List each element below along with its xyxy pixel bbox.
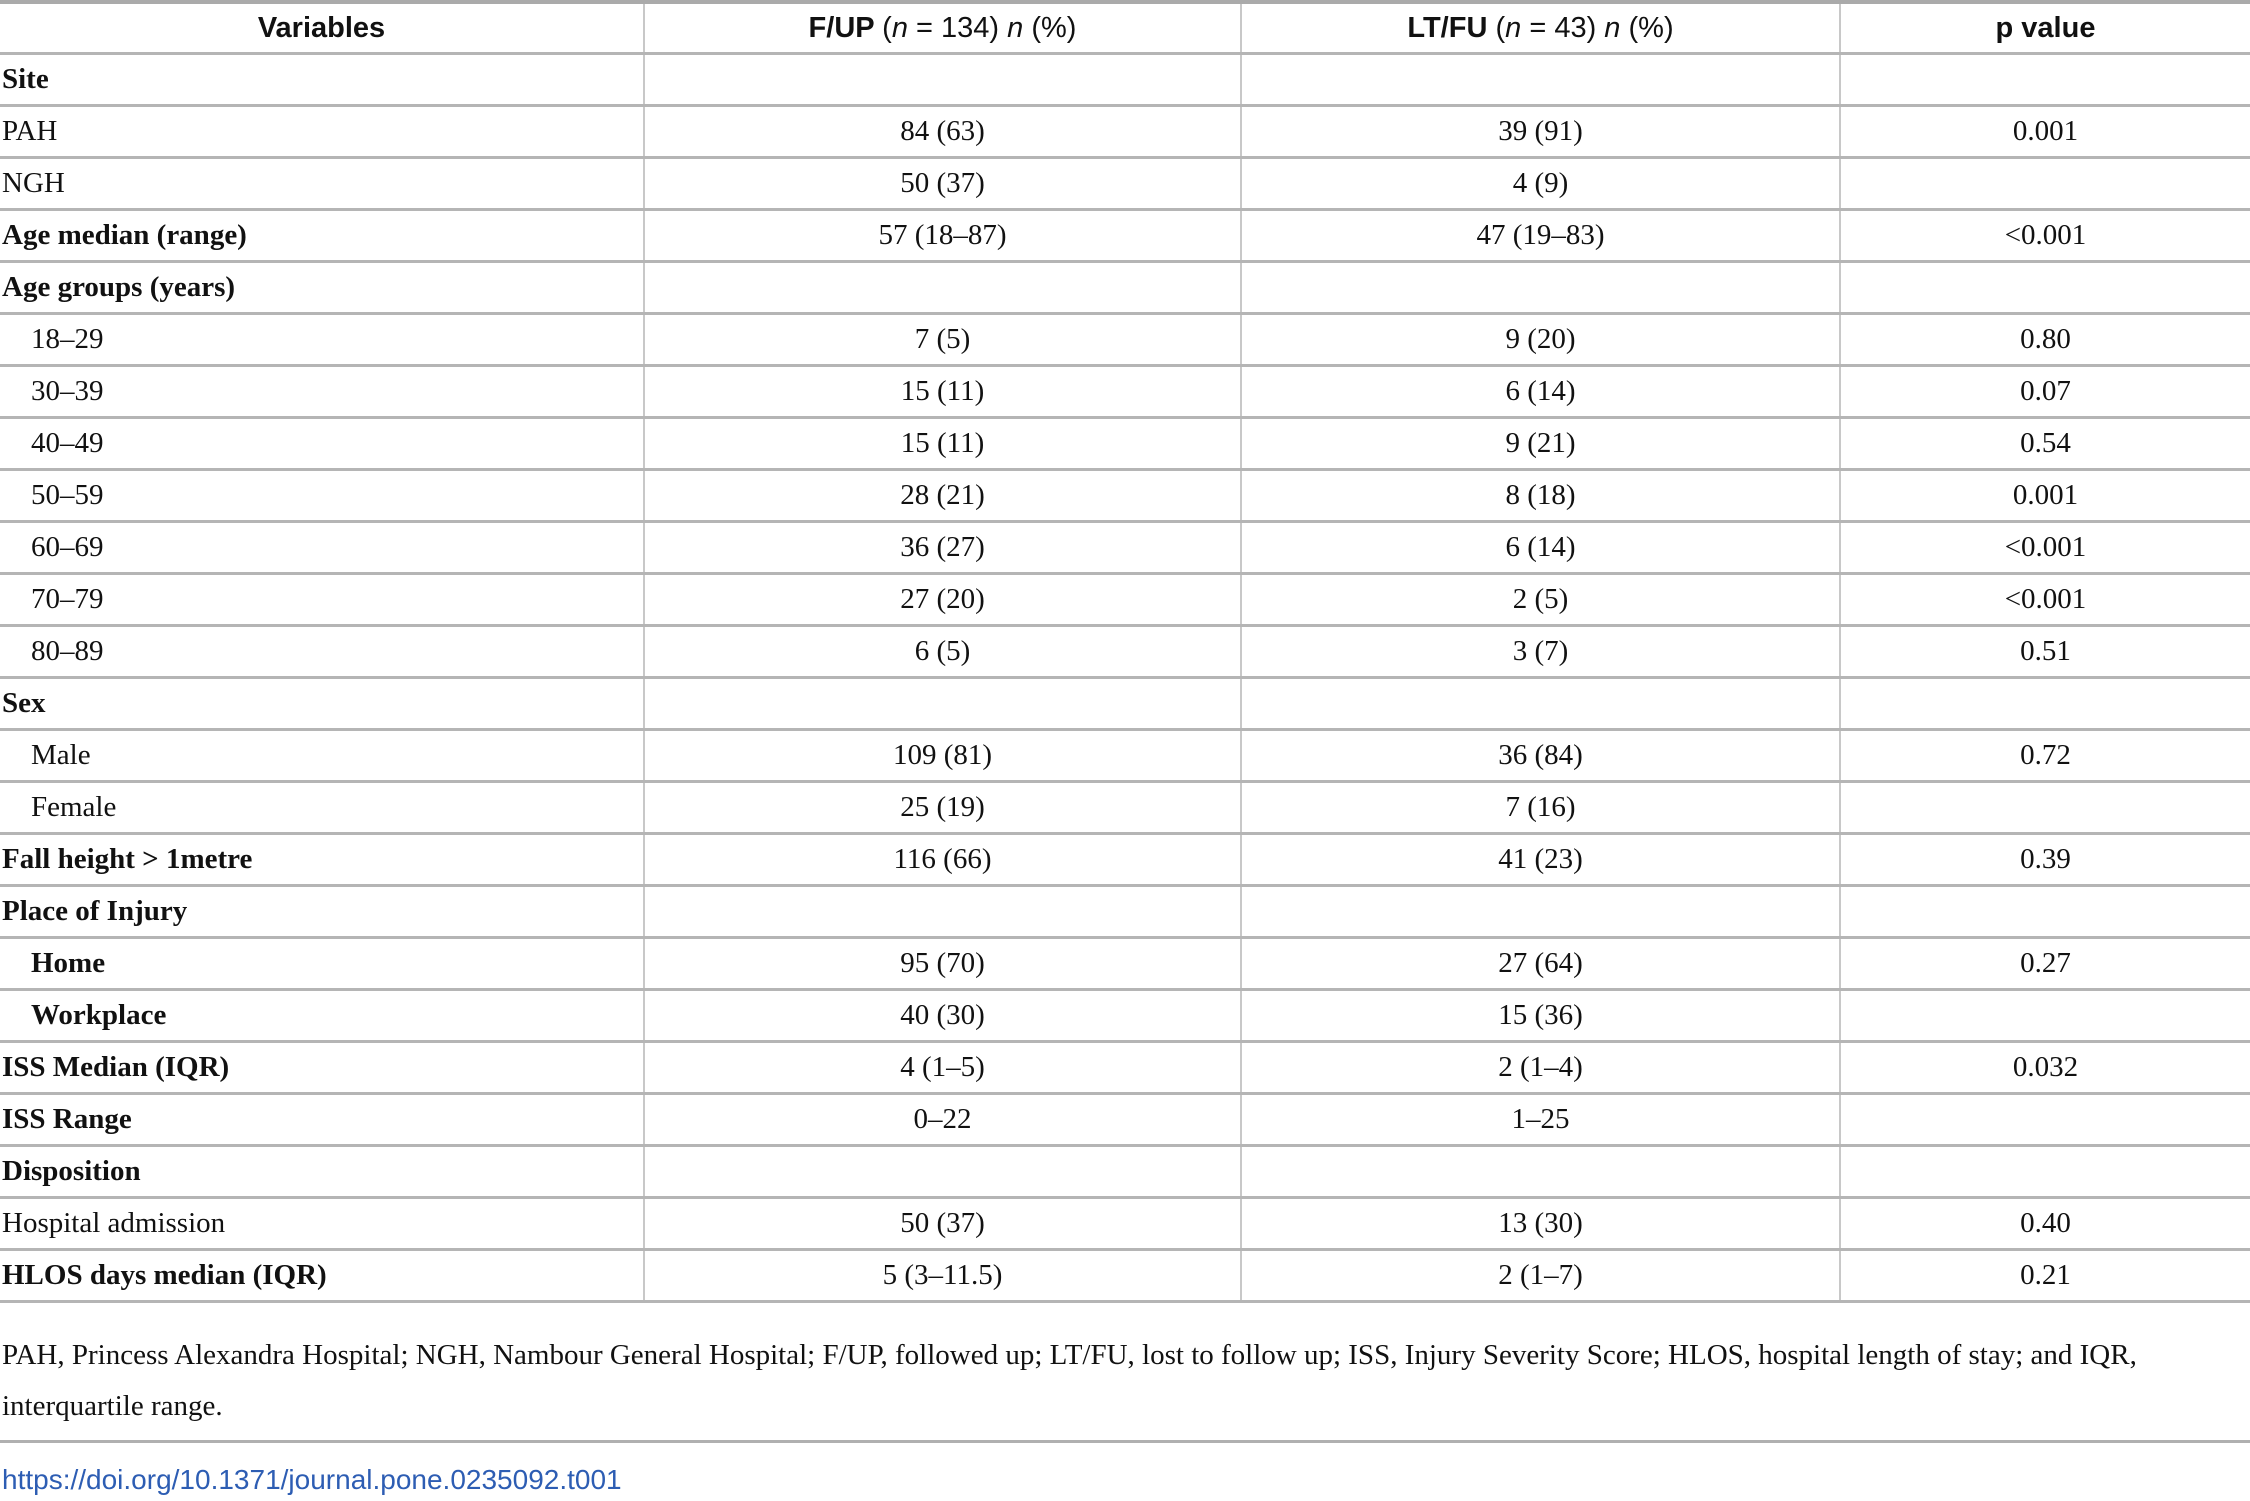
table-row xyxy=(0,886,2250,938)
p-value-cell: 0.51 xyxy=(1840,626,2250,678)
fup-cell: 109 (81) xyxy=(644,730,1241,782)
fup-cell: 0–22 xyxy=(644,1094,1241,1146)
table-row xyxy=(0,990,2250,1042)
p-value-cell: 0.40 xyxy=(1840,1198,2250,1250)
p-value-cell: 0.001 xyxy=(1840,106,2250,158)
fup-cell: 5 (3–11.5) xyxy=(644,1250,1241,1302)
fup-cell xyxy=(644,262,1241,314)
row-label: 50–59 xyxy=(0,470,644,522)
ltfu-cell xyxy=(1241,262,1840,314)
p-value-cell xyxy=(1840,54,2250,106)
p-value-cell: 0.07 xyxy=(1840,366,2250,418)
ltfu-cell: 6 (14) xyxy=(1241,522,1840,574)
row-label: Female xyxy=(0,782,644,834)
table-row xyxy=(0,158,2250,210)
table-row xyxy=(0,1146,2250,1198)
header-ltfu-label: LT/FU xyxy=(1407,11,1488,44)
row-label: ISS Median (IQR) xyxy=(0,1042,644,1094)
table-row xyxy=(0,1198,2250,1250)
p-value-cell: 0.72 xyxy=(1840,730,2250,782)
row-label: Hospital admission xyxy=(0,1198,644,1250)
table-row xyxy=(0,626,2250,678)
fup-cell: 40 (30) xyxy=(644,990,1241,1042)
table-row xyxy=(0,470,2250,522)
ltfu-cell: 6 (14) xyxy=(1241,366,1840,418)
header-fup xyxy=(644,2,1241,54)
table-row xyxy=(0,1250,2250,1302)
p-value-cell xyxy=(1840,886,2250,938)
p-value-cell: 0.80 xyxy=(1840,314,2250,366)
ltfu-cell: 2 (1–7) xyxy=(1241,1250,1840,1302)
row-label: 18–29 xyxy=(0,314,644,366)
fup-cell: 7 (5) xyxy=(644,314,1241,366)
fup-cell: 25 (19) xyxy=(644,782,1241,834)
ltfu-cell: 8 (18) xyxy=(1241,470,1840,522)
p-value-cell: <0.001 xyxy=(1840,210,2250,262)
fup-cell: 116 (66) xyxy=(644,834,1241,886)
header-variables: Variables xyxy=(0,2,644,54)
fup-cell: 15 (11) xyxy=(644,366,1241,418)
fup-cell: 36 (27) xyxy=(644,522,1241,574)
header-fup-n: (n = 134) n (%) xyxy=(882,11,1077,44)
row-label: 70–79 xyxy=(0,574,644,626)
row-label: Male xyxy=(0,730,644,782)
p-value-cell: 0.032 xyxy=(1840,1042,2250,1094)
fup-cell: 95 (70) xyxy=(644,938,1241,990)
p-value-cell xyxy=(1840,1094,2250,1146)
fup-cell: 50 (37) xyxy=(644,1198,1241,1250)
p-value-cell: <0.001 xyxy=(1840,574,2250,626)
header-ltfu-n: (n = 43) n (%) xyxy=(1495,11,1674,44)
p-value-cell: <0.001 xyxy=(1840,522,2250,574)
p-value-cell: 0.001 xyxy=(1840,470,2250,522)
p-value-cell xyxy=(1840,782,2250,834)
table-row xyxy=(0,574,2250,626)
table-row xyxy=(0,418,2250,470)
ltfu-cell: 9 (21) xyxy=(1241,418,1840,470)
row-label: PAH xyxy=(0,106,644,158)
row-label: HLOS days median (IQR) xyxy=(0,1250,644,1302)
header-fup-label: F/UP xyxy=(808,11,875,44)
p-value-cell xyxy=(1840,158,2250,210)
fup-cell: 50 (37) xyxy=(644,158,1241,210)
fup-cell: 28 (21) xyxy=(644,470,1241,522)
row-label: Home xyxy=(0,938,644,990)
row-label: Age median (range) xyxy=(0,210,644,262)
ltfu-cell: 36 (84) xyxy=(1241,730,1840,782)
table-row xyxy=(0,678,2250,730)
table-footnote: PAH, Princess Alexandra Hospital; NGH, Nambour General Hospital; F/UP, followed up; LT/FU, lost to follow up; ISS, Injury Severity Score; HLOS, hospital length of stay; and IQR, interquartile range. xyxy=(2,1339,2137,1422)
ltfu-cell: 4 (9) xyxy=(1241,158,1840,210)
row-label: Sex xyxy=(0,678,644,730)
fup-cell xyxy=(644,54,1241,106)
p-value-cell: 0.27 xyxy=(1840,938,2250,990)
ltfu-cell: 2 (1–4) xyxy=(1241,1042,1840,1094)
p-value-cell xyxy=(1840,1146,2250,1198)
row-label: Age groups (years) xyxy=(0,262,644,314)
ltfu-cell: 9 (20) xyxy=(1241,314,1840,366)
fup-cell: 15 (11) xyxy=(644,418,1241,470)
fup-cell xyxy=(644,1146,1241,1198)
p-value-cell: 0.39 xyxy=(1840,834,2250,886)
fup-cell: 27 (20) xyxy=(644,574,1241,626)
table-row xyxy=(0,314,2250,366)
ltfu-cell: 15 (36) xyxy=(1241,990,1840,1042)
ltfu-cell: 7 (16) xyxy=(1241,782,1840,834)
ltfu-cell xyxy=(1241,1146,1840,1198)
table-row xyxy=(0,262,2250,314)
table-row xyxy=(0,366,2250,418)
row-label: ISS Range xyxy=(0,1094,644,1146)
row-label: 80–89 xyxy=(0,626,644,678)
row-label: 40–49 xyxy=(0,418,644,470)
table-row xyxy=(0,522,2250,574)
ltfu-cell xyxy=(1241,886,1840,938)
row-label: Site xyxy=(0,54,644,106)
fup-cell: 84 (63) xyxy=(644,106,1241,158)
fup-cell xyxy=(644,886,1241,938)
table-row xyxy=(0,1094,2250,1146)
fup-cell: 57 (18–87) xyxy=(644,210,1241,262)
footer-divider xyxy=(0,1440,2250,1443)
fup-cell xyxy=(644,678,1241,730)
p-value-cell: 0.54 xyxy=(1840,418,2250,470)
row-label: Fall height > 1metre xyxy=(0,834,644,886)
ltfu-cell: 41 (23) xyxy=(1241,834,1840,886)
fup-cell: 6 (5) xyxy=(644,626,1241,678)
row-label: Disposition xyxy=(0,1146,644,1198)
ltfu-cell: 47 (19–83) xyxy=(1241,210,1840,262)
table-row xyxy=(0,938,2250,990)
fup-cell: 4 (1–5) xyxy=(644,1042,1241,1094)
table-row xyxy=(0,730,2250,782)
table-row xyxy=(0,782,2250,834)
row-label: Place of Injury xyxy=(0,886,644,938)
header-p-value: p value xyxy=(1840,2,2250,54)
table-row xyxy=(0,54,2250,106)
p-value-cell xyxy=(1840,678,2250,730)
doi-link[interactable]: https://doi.org/10.1371/journal.pone.0235092.t001 xyxy=(2,1464,622,1495)
p-value-cell xyxy=(1840,262,2250,314)
table-row xyxy=(0,106,2250,158)
row-label: Workplace xyxy=(0,990,644,1042)
table-row xyxy=(0,210,2250,262)
header-ltfu xyxy=(1241,2,1840,54)
ltfu-cell: 13 (30) xyxy=(1241,1198,1840,1250)
row-label: 30–39 xyxy=(0,366,644,418)
table-row xyxy=(0,834,2250,886)
ltfu-cell: 39 (91) xyxy=(1241,106,1840,158)
ltfu-cell xyxy=(1241,678,1840,730)
p-value-cell: 0.21 xyxy=(1840,1250,2250,1302)
row-label: NGH xyxy=(0,158,644,210)
table-row xyxy=(0,1042,2250,1094)
ltfu-cell: 2 (5) xyxy=(1241,574,1840,626)
table-header-row xyxy=(0,2,2250,54)
row-label: 60–69 xyxy=(0,522,644,574)
ltfu-cell xyxy=(1241,54,1840,106)
p-value-cell xyxy=(1840,990,2250,1042)
ltfu-cell: 1–25 xyxy=(1241,1094,1840,1146)
ltfu-cell: 3 (7) xyxy=(1241,626,1840,678)
ltfu-cell: 27 (64) xyxy=(1241,938,1840,990)
